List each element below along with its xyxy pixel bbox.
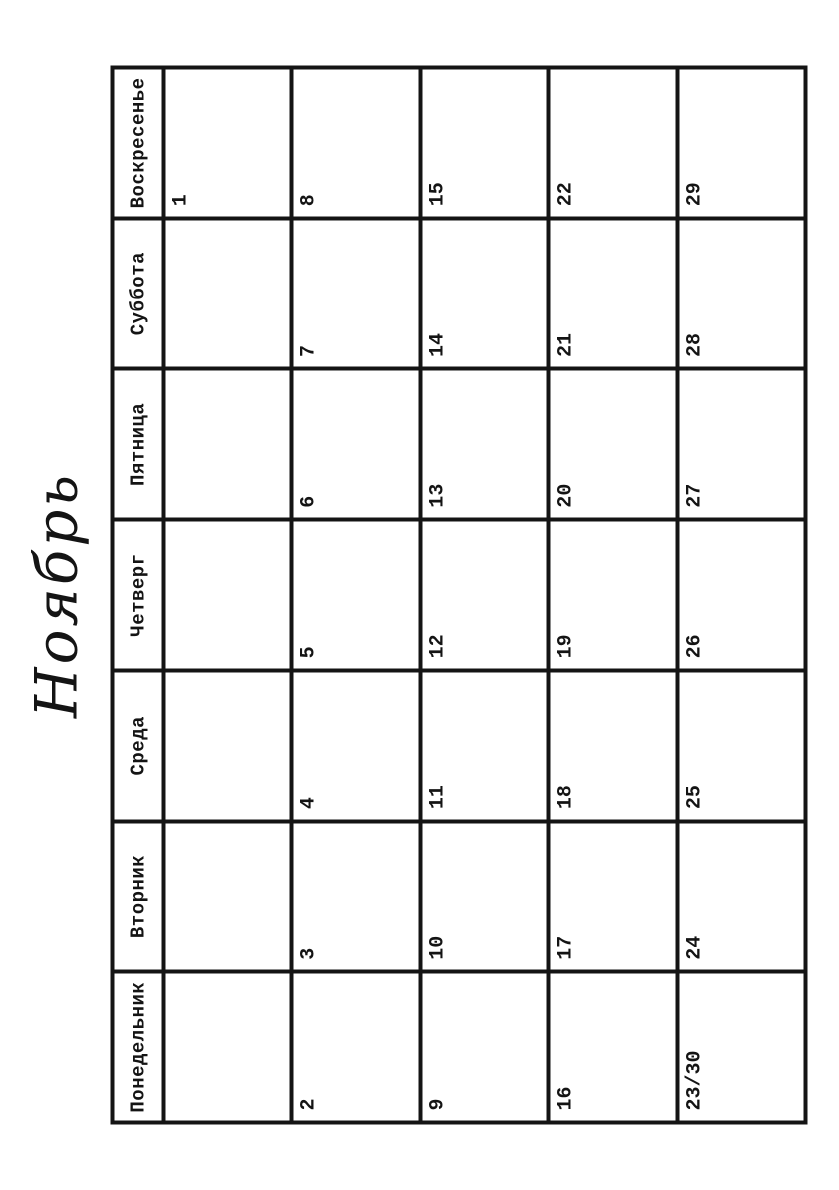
day-number (165, 973, 170, 1120)
day-number: 9 (425, 1097, 449, 1110)
day-cell (548, 218, 676, 369)
day-cell (420, 821, 548, 972)
day-cell (420, 519, 548, 670)
day-number (165, 823, 170, 970)
weekday-header-tuesday: Вторник (112, 821, 163, 972)
day-cell (420, 368, 548, 519)
day-number: 1 (169, 193, 192, 206)
day-number: 25 (682, 784, 706, 809)
weekday-header-row (112, 67, 163, 1122)
day-number: 6 (297, 495, 321, 508)
day-number: 14 (425, 332, 449, 357)
day-number: 22 (554, 181, 578, 206)
week-row-4 (548, 67, 676, 1122)
day-number: 18 (554, 784, 578, 809)
day-cell (420, 670, 548, 821)
day-cell (291, 67, 419, 218)
day-cell (677, 67, 805, 218)
day-number (165, 370, 170, 517)
week-row-5 (677, 67, 805, 1122)
day-number: 17 (554, 935, 578, 960)
day-cell (677, 821, 805, 972)
weekday-header-wednesday: Среда (112, 670, 163, 821)
day-number: 3 (297, 947, 321, 960)
weekday-header-sunday: Воскресенье (112, 67, 163, 218)
day-cell (420, 971, 548, 1122)
day-number (165, 672, 170, 819)
weekday-header-thursday: Четверг (112, 519, 163, 670)
day-number: 5 (297, 645, 321, 658)
day-number: 21 (554, 332, 578, 357)
weekday-header-friday: Пятница (112, 368, 163, 519)
day-number: 20 (554, 483, 578, 508)
day-number: 16 (554, 1085, 578, 1110)
day-number: 2 (297, 1097, 321, 1110)
day-cell (291, 368, 419, 519)
day-cell (677, 519, 805, 670)
day-number (165, 220, 170, 367)
day-cell (291, 971, 419, 1122)
day-number: 10 (425, 935, 449, 960)
day-number: 23/30 (682, 1049, 706, 1110)
day-number (165, 521, 170, 668)
day-cell (677, 218, 805, 369)
day-cell (291, 218, 419, 369)
day-cell (548, 821, 676, 972)
weekday-header-saturday: Суббота (112, 218, 163, 369)
day-cell (163, 670, 291, 821)
day-number: 11 (425, 784, 449, 809)
day-cell (677, 368, 805, 519)
day-number: 28 (682, 332, 706, 357)
day-number: 4 (297, 796, 321, 809)
day-cell (548, 67, 676, 218)
day-cell (163, 971, 291, 1122)
calendar-table (110, 65, 807, 1124)
day-cell (163, 519, 291, 670)
day-cell (420, 218, 548, 369)
day-number: 26 (682, 633, 706, 658)
day-cell (677, 670, 805, 821)
weekday-header-monday: Понедельник (112, 971, 163, 1122)
day-cell (163, 368, 291, 519)
day-number: 19 (554, 633, 578, 658)
week-row-2 (291, 67, 419, 1122)
day-cell (163, 821, 291, 972)
day-number: 7 (297, 344, 321, 357)
day-number: 27 (682, 483, 706, 508)
day-cell (291, 519, 419, 670)
week-row-3 (420, 67, 548, 1122)
day-cell (548, 670, 676, 821)
day-cell (163, 218, 291, 369)
day-number: 24 (682, 935, 706, 960)
day-number: 13 (425, 483, 449, 508)
day-number: 12 (425, 633, 449, 658)
day-cell (677, 971, 805, 1122)
month-title-script: Ноябрь (22, 471, 90, 718)
day-number: 15 (425, 181, 449, 206)
day-number: 8 (297, 193, 321, 206)
day-cell (548, 971, 676, 1122)
day-number: 29 (682, 181, 706, 206)
day-cell (420, 67, 548, 218)
day-cell (548, 519, 676, 670)
day-cell (291, 821, 419, 972)
day-cell (291, 670, 419, 821)
day-cell (548, 368, 676, 519)
day-cell (163, 67, 291, 218)
week-row-1 (163, 67, 291, 1122)
